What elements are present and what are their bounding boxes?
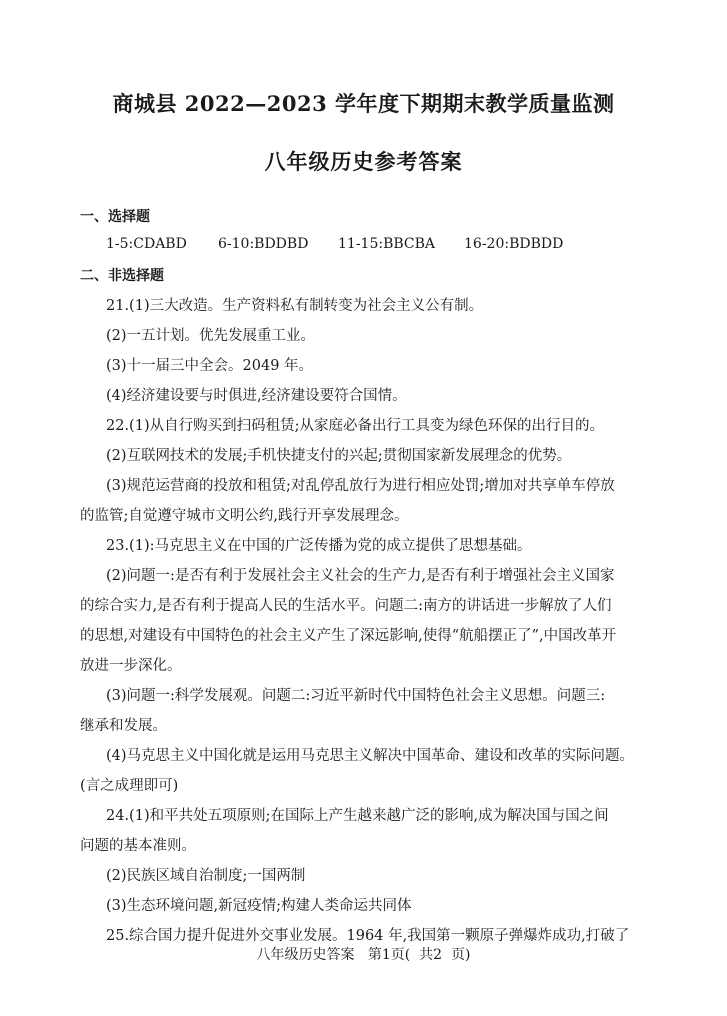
answer-line: (3)规范运营商的投放和租赁;对乱停乱放行为进行相应处罚;增加对共享单车停放 [106, 478, 615, 494]
answer-line: (言之成理即可) [80, 778, 179, 794]
answer-line: (3)问题一:科学发展观。问题二:习近平新时代中国特色社会主义思想。问题三: [106, 688, 606, 704]
answer-line: 的综合实力,是否有利于提高人民的生活水平。问题二:南方的讲话进一步解放了人们 [80, 598, 612, 614]
answer-line: (4)经济建设要与时俱进,经济建设要符合国情。 [106, 388, 407, 404]
page-footer: 八年级历史答案 第1页( 共2 页) [256, 947, 471, 963]
answer-line: (2)民族区域自治制度;一国两制 [106, 868, 306, 884]
answer-line: 24.(1)和平共处五项原则;在国际上产生越来越广泛的影响,成为解决国与国之间 [106, 808, 609, 824]
answer-line: 问题的基本准则。 [80, 838, 196, 854]
answer-line: 23.(1):马克思主义在中国的广泛传播为党的成立提供了思想基础。 [106, 538, 532, 554]
answer-line: (2)一五计划。优先发展重工业。 [106, 328, 316, 344]
section-heading-choice: 一、选择题 [80, 209, 150, 225]
answer-line: 继承和发展。 [80, 718, 167, 734]
answer-line: 的监管;自觉遵守城市文明公约,践行开享发展理念。 [80, 508, 409, 524]
answer-line: 21.(1)三大改造。生产资料私有制转变为社会主义公有制。 [106, 298, 484, 314]
answer-line: (3)生态环境问题,新冠疫情;构建人类命运共同体 [106, 898, 412, 914]
answer-line: (3)十一届三中全会。2049 年。 [106, 358, 314, 374]
document-subtitle: 八年级历史参考答案 [264, 149, 463, 174]
answer-line: 22.(1)从自行购买到扫码租赁;从家庭必备出行工具变为绿色环保的出行目的。 [106, 418, 604, 434]
answer-group-3: 11-15:BBCBA [338, 236, 436, 252]
answer-line: 25.综合国力提升促进外交事业发展。1964 年,我国第一颗原子弹爆炸成功,打破了 [106, 928, 630, 944]
answer-line: (2)问题一:是否有利于发展社会主义社会的生产力,是否有利于增强社会主义国家 [106, 568, 615, 584]
document-title: 商城县 2022—2023 学年度下期期末教学质量监测 [112, 91, 615, 116]
section-heading-nonchoice: 二、非选择题 [80, 268, 164, 284]
answer-group-1: 1-5:CDABD [106, 236, 187, 252]
answer-group-4: 16-20:BDBDD [464, 236, 564, 252]
answer-line: 的思想,对建设有中国特色的社会主义产生了深远影响,使得“航船摆正了”,中国改革开 [80, 628, 617, 644]
answer-group-2: 6-10:BDDBD [218, 236, 309, 252]
answer-line: (4)马克思主义中国化就是运用马克思主义解决中国革命、建设和改革的实际问题。 [106, 748, 635, 764]
answer-line: 放进一步深化。 [80, 658, 182, 674]
answer-line: (2)互联网技术的发展;手机快捷支付的兴起;贯彻国家新发展理念的优势。 [106, 448, 572, 464]
